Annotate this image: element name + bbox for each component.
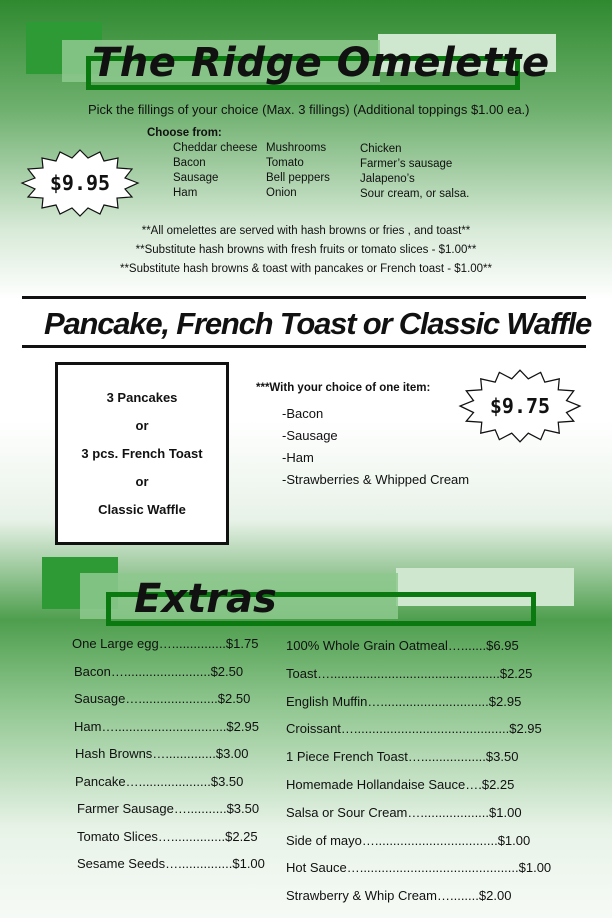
extra-item: Toast …............................................... $2.25: [286, 665, 533, 681]
filling-item: Bacon: [173, 157, 206, 169]
extra-item: Sausage …...................... $2.50: [74, 691, 251, 706]
extra-item: Hot Sauce …............................................ $1.00: [286, 860, 552, 876]
filling-item: Bell peppers: [266, 172, 330, 184]
choice-line: Classic Waffle: [98, 502, 186, 517]
section-divider-top: [22, 296, 586, 299]
extra-item: Bacon …........................ $2.50: [74, 663, 244, 679]
extra-item: English Muffin ….............................. $2.95: [286, 693, 522, 709]
extra-item: Farmer Sausage …........... $3.50: [77, 801, 260, 816]
section-divider-bottom: [22, 345, 586, 348]
choice-line: or: [135, 418, 149, 433]
pancake-price-starburst: [458, 368, 582, 444]
extra-item: Sesame Seeds …............... $1.00: [77, 856, 265, 871]
extra-item: Tomato Slices …............... $2.25: [77, 828, 258, 844]
extra-item: Croissant …........................................... $2.95: [286, 721, 542, 737]
filling-item: Tomato: [266, 157, 304, 169]
option-item: -Strawberries & Whipped Cream: [282, 472, 470, 487]
filling-item: Farmer’s sausage: [360, 158, 453, 170]
choice-line: or: [135, 474, 149, 489]
option-item: -Ham: [282, 450, 314, 465]
extras-right-list: [286, 638, 551, 916]
extra-item: Hash Browns ….............. $3.00: [75, 746, 249, 761]
fillings-column-2: [266, 141, 330, 201]
filling-item: Cheddar cheese: [173, 142, 258, 154]
fillings-column-1: [173, 141, 257, 201]
omelette-subtitle: Pick the fillings of your choice (Max. 3 fillings) (Additional toppings $1.00 ea.): [88, 102, 530, 117]
extra-item: 1 Piece French Toast ….................. $3.50: [286, 749, 519, 765]
pancake-price: $9.75: [489, 394, 551, 418]
omelette-price: $9.95: [49, 171, 111, 195]
extra-item: Salsa or Sour Cream …................... $1.00: [286, 804, 522, 820]
option-item: -Bacon: [282, 406, 324, 421]
pancake-options: [282, 403, 469, 491]
filling-item: Sausage: [173, 172, 219, 184]
breakfast-choice-box: [55, 362, 229, 545]
choice-line: 3 pcs. French Toast: [81, 446, 203, 461]
extra-item: Ham …............................... $2.95: [74, 718, 259, 734]
filling-item: Ham: [173, 187, 198, 199]
page-title: The Ridge Omelette: [92, 40, 550, 86]
filling-item: Mushrooms: [266, 142, 327, 154]
choice-label: ***With your choice of one item:: [256, 382, 431, 394]
extras-title: Extras: [134, 576, 277, 622]
pancake-section-title: Pancake, French Toast or Classic Waffle: [44, 306, 592, 341]
choice-line: 3 Pancakes: [106, 390, 178, 405]
note-line: **Substitute hash browns & toast with pancakes or French toast - $1.00**: [119, 263, 493, 275]
omelette-price-starburst: [20, 148, 140, 218]
filling-item: Sour cream, or salsa.: [360, 188, 470, 200]
extra-item: One Large egg …............... $1.75: [72, 636, 259, 651]
extra-item: Pancake ….................... $3.50: [75, 773, 244, 789]
choose-label: Choose from:: [147, 127, 222, 139]
option-item: -Sausage: [282, 428, 338, 443]
omelette-notes: [0, 222, 612, 279]
filling-item: Chicken: [360, 143, 402, 155]
filling-item: Onion: [266, 187, 297, 199]
extra-item: 100% Whole Grain Oatmeal …....... $6.95: [286, 638, 519, 653]
extra-item: Homemade Hollandaise Sauce …. $2.25: [286, 776, 515, 792]
filling-item: Jalapeno’s: [360, 173, 415, 185]
extra-item: Side of mayo ….................................. $1.00: [286, 832, 531, 848]
extra-item: Strawberry & Whip Cream …........ $2.00: [286, 888, 512, 904]
note-line: **All omelettes are served with hash browns or fries , and toast**: [141, 225, 471, 237]
fillings-column-3: [360, 142, 469, 202]
note-line: **Substitute hash browns with fresh fruits or tomato slices - $1.00**: [135, 244, 477, 256]
extras-left-list: [72, 636, 265, 884]
